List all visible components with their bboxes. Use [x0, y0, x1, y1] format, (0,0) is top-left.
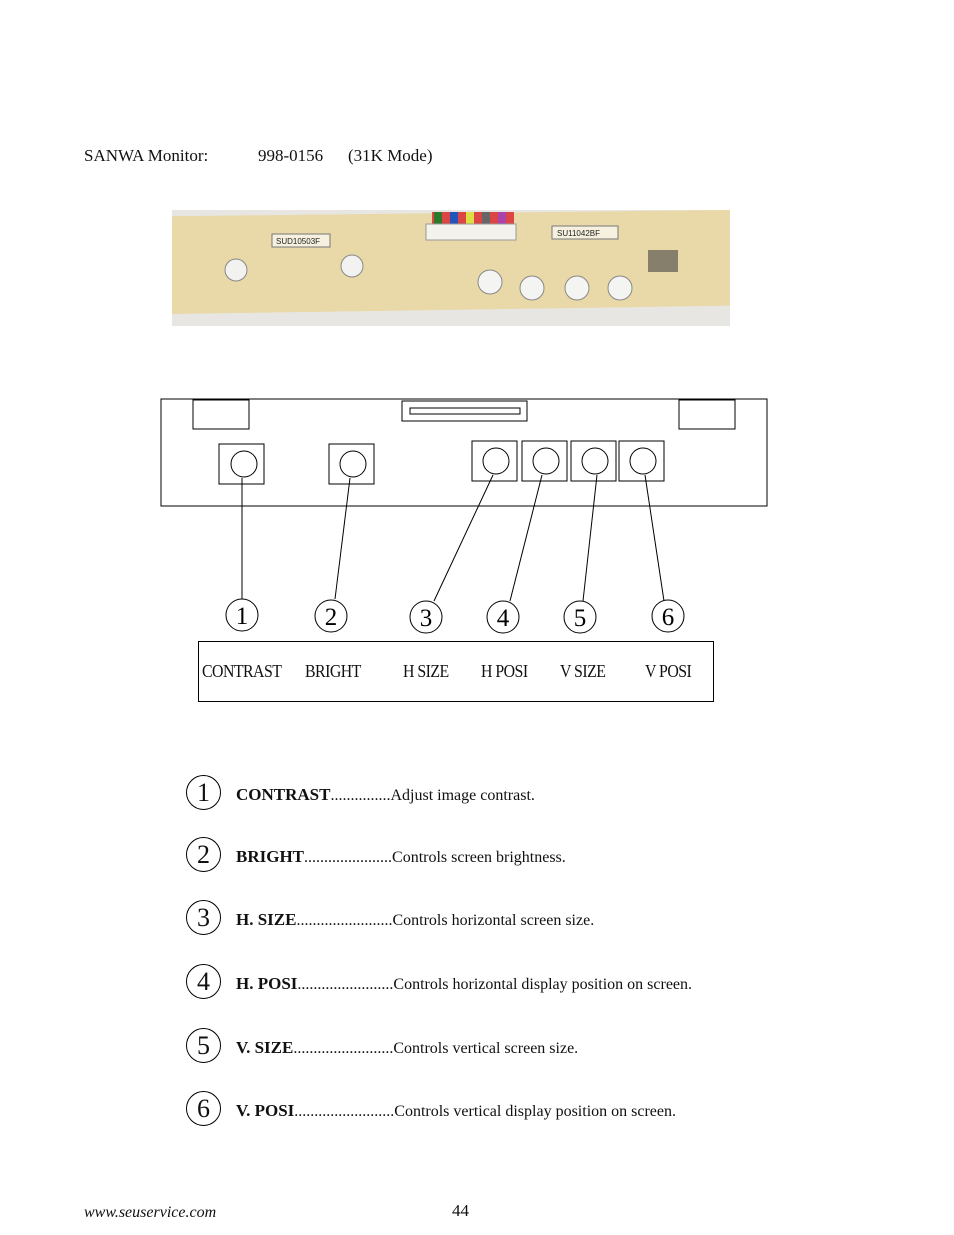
- knob-4: [533, 448, 559, 474]
- legend-name: H. SIZE: [236, 910, 297, 929]
- legend-name: H. POSI: [236, 974, 298, 993]
- leader-line-4: [510, 475, 542, 601]
- knob-box-3: [472, 441, 517, 481]
- leader-line-5: [583, 475, 597, 601]
- legend-name: V. POSI: [236, 1101, 295, 1120]
- pcb-details: [172, 210, 730, 326]
- callout-num-3: 3: [419, 605, 433, 632]
- pot-vposi: [608, 276, 632, 300]
- legend-desc: Controls horizontal display position on screen.: [393, 976, 693, 993]
- label-h-posi: H POSI: [481, 661, 528, 681]
- legend-row-h-posi: [186, 964, 806, 1000]
- knob-3: [483, 448, 509, 474]
- legend-name: BRIGHT: [236, 847, 305, 866]
- legend-dots: .........................: [293, 1040, 394, 1057]
- legend-row-bright: [186, 837, 806, 873]
- monitor-model: SANWA Monitor:: [84, 146, 209, 165]
- legend-row-v-size: [186, 1028, 806, 1064]
- legend-number: 6: [186, 1091, 221, 1126]
- knob-box-2: [329, 444, 374, 484]
- label-v-posi: V POSI: [645, 661, 692, 681]
- callout-num-4: 4: [496, 605, 510, 632]
- knob-5: [582, 448, 608, 474]
- pcb-chip: [648, 250, 678, 272]
- knob-box-6: [619, 441, 664, 481]
- board-photo: [172, 210, 730, 326]
- leader-line-2: [335, 478, 350, 599]
- pcb-label-1: SUD10503F: [276, 237, 321, 246]
- legend-number: 5: [186, 1028, 221, 1063]
- leader-line-3: [434, 475, 493, 601]
- control-label-box: [198, 641, 714, 702]
- legend-dots: ......................: [304, 849, 393, 866]
- knob-1: [231, 451, 257, 477]
- mount-tab-left: [193, 400, 249, 429]
- callout-num-1: 1: [235, 603, 249, 630]
- label-contrast: CONTRAST: [202, 661, 282, 681]
- legend-desc: Controls screen brightness.: [392, 849, 566, 866]
- label-bright: BRIGHT: [305, 661, 361, 681]
- label-v-size: V SIZE: [560, 661, 606, 681]
- pot-hsize: [478, 270, 502, 294]
- legend-name: CONTRAST: [236, 785, 331, 804]
- callout-num-5: 5: [573, 605, 587, 632]
- legend-row-h-size: [186, 900, 806, 936]
- label-h-size: H SIZE: [403, 661, 449, 681]
- connector-slot: [410, 408, 520, 414]
- callout-num-6: 6: [661, 604, 675, 631]
- board-outline: [161, 399, 767, 506]
- legend-row-contrast: [186, 775, 806, 811]
- legend-dots: ........................: [296, 912, 393, 929]
- connector: [426, 224, 516, 240]
- legend-number: 2: [186, 837, 221, 872]
- legend-row-v-posi: [186, 1091, 806, 1127]
- legend-number: 3: [186, 900, 221, 935]
- knob-box-4: [522, 441, 567, 481]
- footer-url: www.seuservice.com: [84, 1204, 217, 1221]
- callout-num-2: 2: [324, 604, 338, 631]
- legend-name: V. SIZE: [236, 1038, 294, 1057]
- legend-dots: ...............: [330, 787, 391, 804]
- page-number: 44: [452, 1201, 469, 1220]
- pot-contrast: [225, 259, 247, 281]
- knob-6: [630, 448, 656, 474]
- legend-dots: ........................: [297, 976, 394, 993]
- part-number: 998-0156: [258, 146, 324, 165]
- pot-hposi: [520, 276, 544, 300]
- knob-2: [340, 451, 366, 477]
- mode-label: (31K Mode): [348, 146, 433, 165]
- pot-vsize: [565, 276, 589, 300]
- legend-desc: Controls vertical screen size.: [393, 1040, 579, 1057]
- pcb-label-2: SU11042BF: [557, 229, 600, 238]
- leader-line-6: [645, 475, 664, 601]
- legend-dots: .........................: [294, 1103, 395, 1120]
- legend-desc: Adjust image contrast.: [390, 787, 535, 804]
- mount-tab-right: [679, 400, 735, 429]
- legend-desc: Controls vertical display position on screen.: [394, 1103, 676, 1120]
- legend-desc: Controls horizontal screen size.: [392, 912, 595, 929]
- legend-number: 4: [186, 964, 221, 999]
- legend-number: 1: [186, 775, 221, 810]
- knob-box-5: [571, 441, 616, 481]
- pot-bright: [341, 255, 363, 277]
- connector-outline: [402, 401, 527, 421]
